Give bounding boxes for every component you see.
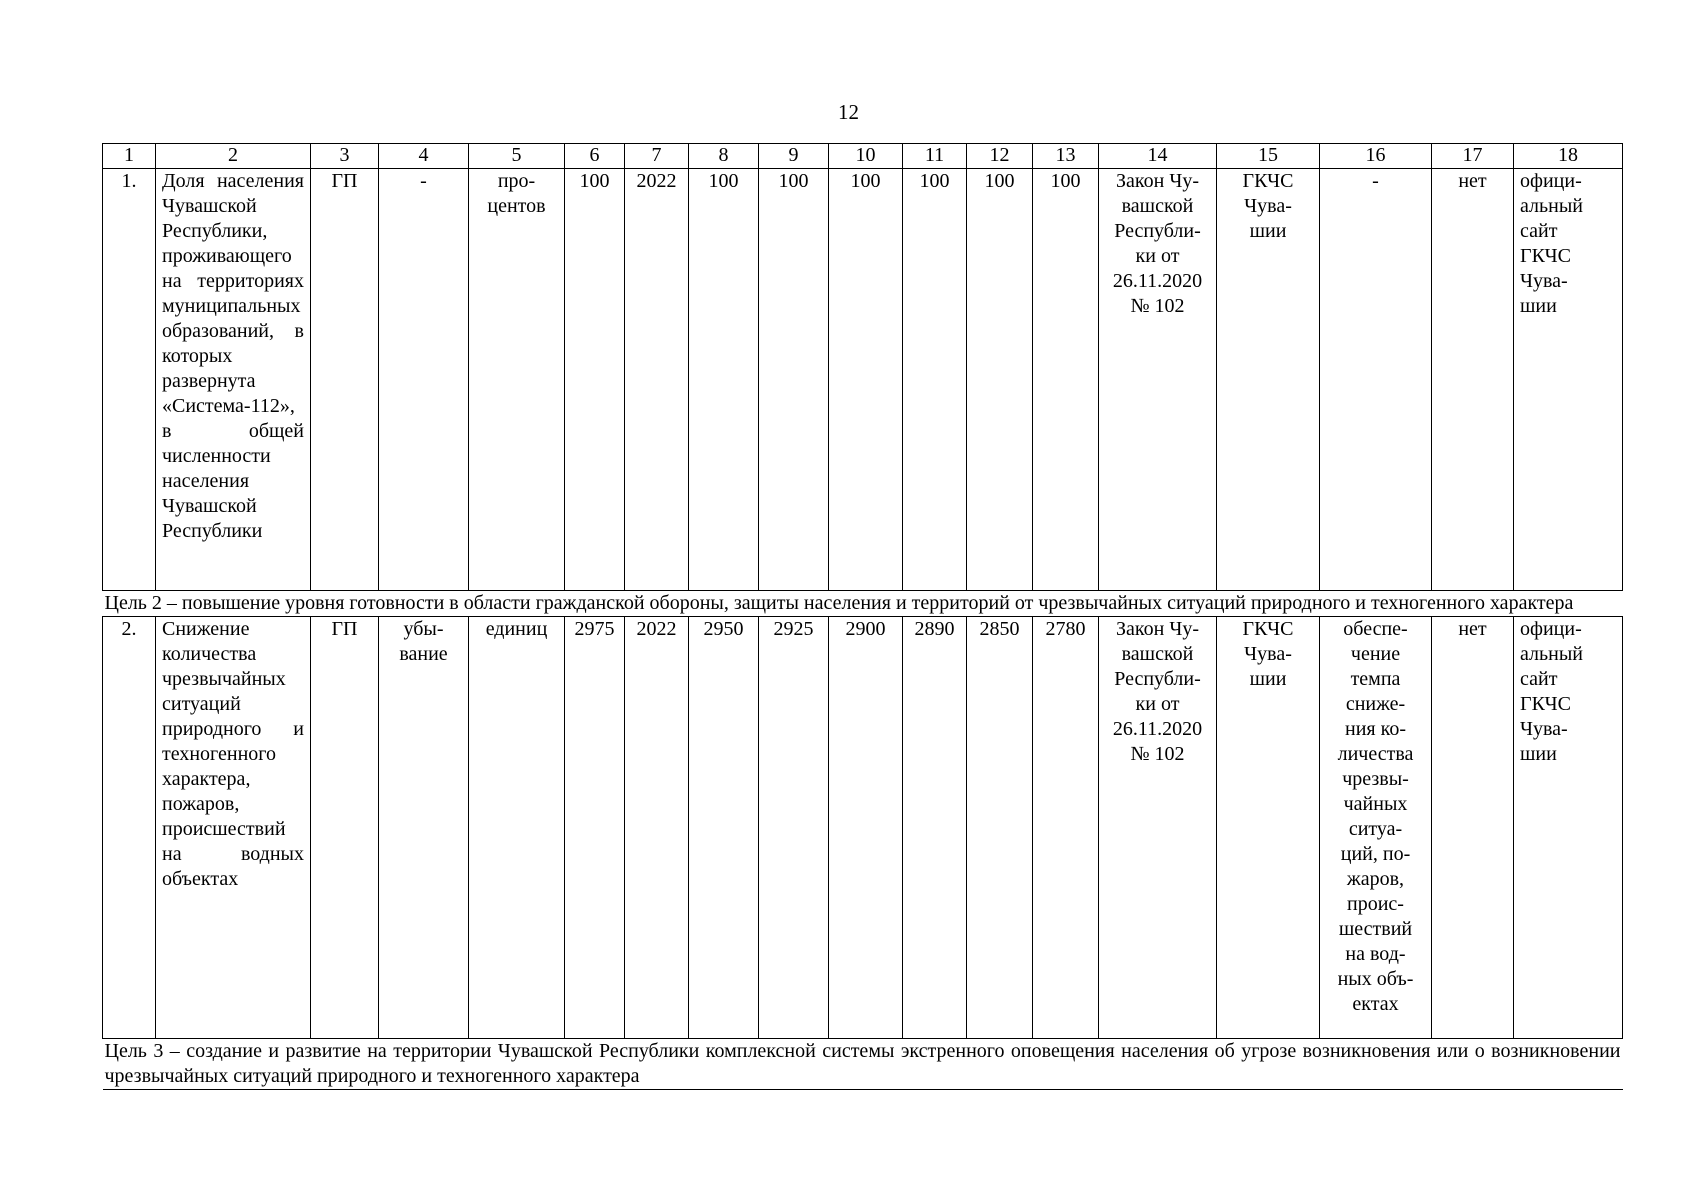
base-year: 2022 bbox=[625, 617, 689, 1039]
column-number: 4 bbox=[379, 144, 469, 169]
information-system: офици- альный сайт ГКЧС Чува- шии bbox=[1514, 169, 1623, 591]
column-number: 6 bbox=[565, 144, 625, 169]
target-value: 100 bbox=[829, 169, 903, 591]
column-number: 12 bbox=[967, 144, 1033, 169]
link-to-goal: обеспе- чение темпа сниже- ния ко- личества чрезвы- чайных ситуа- ций, по- жаров, проис- шествий на вод- ных объ- ектах bbox=[1320, 617, 1432, 1039]
goal-row bbox=[103, 591, 1623, 617]
target-value: 2850 bbox=[967, 617, 1033, 1039]
column-number: 8 bbox=[689, 144, 759, 169]
indicator-trend: - bbox=[379, 169, 469, 591]
target-value: 100 bbox=[1033, 169, 1099, 591]
column-number: 14 bbox=[1099, 144, 1217, 169]
column-number: 9 bbox=[759, 144, 829, 169]
automation-flag: нет bbox=[1432, 617, 1514, 1039]
target-value: 2950 bbox=[689, 617, 759, 1039]
responsible-body: ГКЧС Чува- шии bbox=[1217, 617, 1320, 1039]
column-number: 5 bbox=[469, 144, 565, 169]
indicator-name: Снижение количества чрезвычайных ситуаций природного и техногенного характера, пожаров, происшествий на водных объектах bbox=[156, 617, 311, 1039]
information-system: офици- альный сайт ГКЧС Чува- шии bbox=[1514, 617, 1623, 1039]
regulatory-document: Закон Чу- вашской Республи- ки от 26.11.2020 № 102 bbox=[1099, 169, 1217, 591]
indicators-table bbox=[102, 143, 1623, 1090]
base-value: 2975 bbox=[565, 617, 625, 1039]
target-value: 2925 bbox=[759, 617, 829, 1039]
indicator-level: ГП bbox=[311, 617, 379, 1039]
column-number: 16 bbox=[1320, 144, 1432, 169]
responsible-body: ГКЧС Чува- шии bbox=[1217, 169, 1320, 591]
column-number: 13 bbox=[1033, 144, 1099, 169]
column-number-row bbox=[103, 144, 1623, 169]
target-value: 2900 bbox=[829, 617, 903, 1039]
indicator-trend: убы- вание bbox=[379, 617, 469, 1039]
goal-row bbox=[103, 1039, 1623, 1090]
column-number: 17 bbox=[1432, 144, 1514, 169]
column-number: 1 bbox=[103, 144, 156, 169]
column-number: 15 bbox=[1217, 144, 1320, 169]
target-value: 2780 bbox=[1033, 617, 1099, 1039]
column-number: 18 bbox=[1514, 144, 1623, 169]
target-value: 100 bbox=[689, 169, 759, 591]
column-number: 3 bbox=[311, 144, 379, 169]
target-value: 100 bbox=[759, 169, 829, 591]
base-year: 2022 bbox=[625, 169, 689, 591]
automation-flag: нет bbox=[1432, 169, 1514, 591]
target-value: 2890 bbox=[903, 617, 967, 1039]
indicator-level: ГП bbox=[311, 169, 379, 591]
unit-of-measure: единиц bbox=[469, 617, 565, 1039]
table-row bbox=[103, 169, 1623, 591]
column-number: 10 bbox=[829, 144, 903, 169]
base-value: 100 bbox=[565, 169, 625, 591]
row-number: 1. bbox=[103, 169, 156, 591]
unit-of-measure: про- центов bbox=[469, 169, 565, 591]
regulatory-document: Закон Чу- вашской Республи- ки от 26.11.2020 № 102 bbox=[1099, 617, 1217, 1039]
column-number: 2 bbox=[156, 144, 311, 169]
indicator-name: Доля населения Чувашской Республики, проживающего на территориях муниципальных образований, в которых развернута «Система-112», в общей численности населения Чувашской Республики bbox=[156, 169, 311, 591]
column-number: 7 bbox=[625, 144, 689, 169]
page-number: 12 bbox=[838, 100, 859, 124]
link-to-goal: - bbox=[1320, 169, 1432, 591]
goal-text: Цель 2 – повышение уровня готовности в области гражданской обороны, защиты населения и территорий от чрезвычайных ситуаций природного и техногенного характера bbox=[103, 591, 1623, 617]
goal-text: Цель 3 – создание и развитие на территории Чувашской Республики комплексной системы экстренного оповещения населения об угрозе возникновения или о возникновении чрезвычайных ситуаций природного и техногенного характера bbox=[103, 1039, 1623, 1090]
table-row bbox=[103, 617, 1623, 1039]
target-value: 100 bbox=[967, 169, 1033, 591]
target-value: 100 bbox=[903, 169, 967, 591]
row-number: 2. bbox=[103, 617, 156, 1039]
column-number: 11 bbox=[903, 144, 967, 169]
